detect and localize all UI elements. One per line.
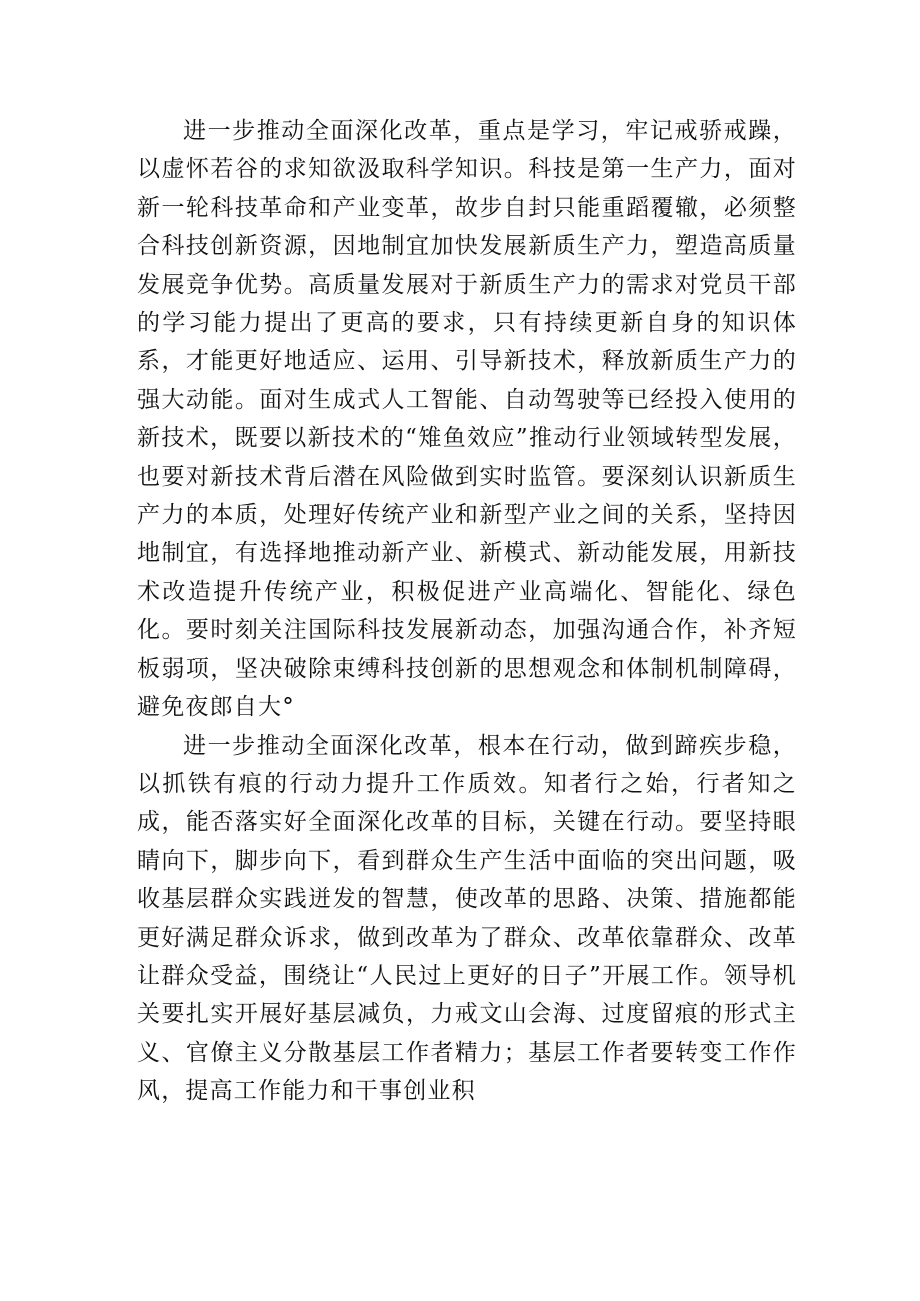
paragraph-action: 进一步推动全面深化改革，根本在行动，做到蹄疾步稳，以抓铁有痕的行动力提升工作质效。知者行之始，行者知之成，能否落实好全面深化改革的目标，关键在行动。要坚持眼睛向下，脚步向下，看到群众生产生活中面临的突出问题，吸收基层群众实践迸发的智慧，使改革的思路、决策、措施都能更好满足群众诉求，做到改革为了群众、改革依靠群众、改革让群众受益，围绕让“人民过上更好的日子”开展工作。领导机关要扎实开展好基层减负，力戒文山会海、过度留痕的形式主义、官僚主义分散基层工作者精力；基层工作者要转变工作作风，提高工作能力和干事创业积 (137, 732, 797, 1105)
document-body (137, 112, 797, 1111)
paragraph-study: 进一步推动全面深化改革，重点是学习，牢记戒骄戒躁，以虚怀若谷的求知欲汲取科学知识。科技是第一生产力，面对新一轮科技革命和产业变革，故步自封只能重蹈覆辙，必须整合科技创新资源，因地制宜加快发展新质生产力，塑造高质量发展竞争优势。高质量发展对于新质生产力的需求对党员干部的学习能力提出了更高的要求，只有持续更新自身的知识体系，才能更好地适应、运用、引导新技术，释放新质生产力的强大动能。面对生成式人工智能、自动驾驶等已经投入使用的新技术，既要以新技术的“雉鱼效应”推动行业领域转型发展，也要对新技术背后潜在风险做到实时监管。要深刻认识新质生产力的本质，处理好传统产业和新型产业之间的关系，坚持因地制宜，有选择地推动新产业、新模式、新动能发展，用新技术改造提升传统产业，积极促进产业高端化、智能化、绿色化。要时刻关注国际科技发展新动态，加强沟通合作，补齐短板弱项，坚决破除束缚科技创新的思想观念和体制机制障碍，避免夜郎自大° (137, 118, 797, 721)
